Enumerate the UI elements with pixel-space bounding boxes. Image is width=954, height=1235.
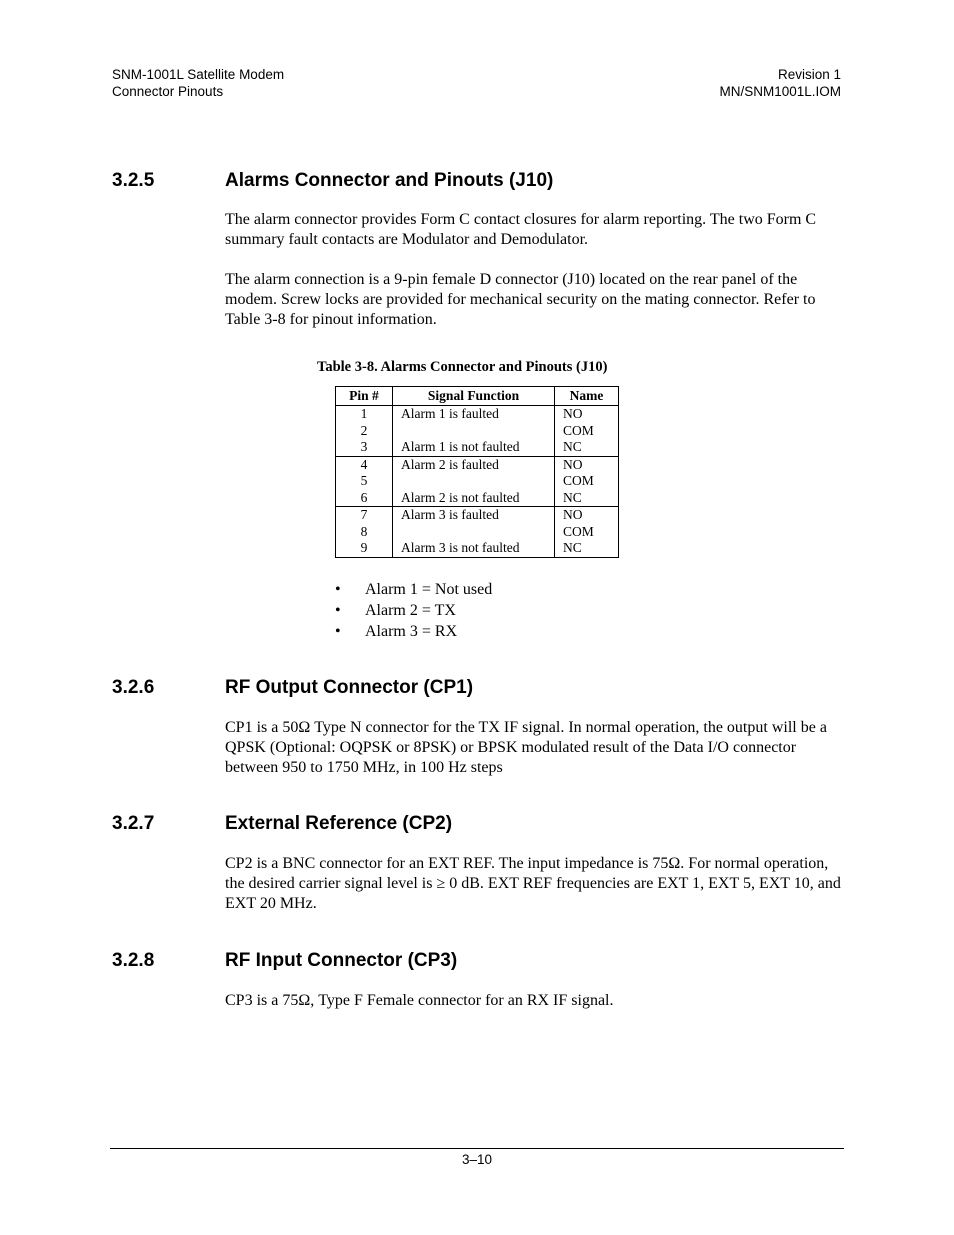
pin-number: 8 [360, 523, 368, 539]
column-header-pin: Pin # [336, 387, 393, 406]
table-row [336, 507, 619, 558]
table-header-row [336, 387, 619, 406]
pin-number: 9 [360, 540, 368, 555]
footer-rule [110, 1148, 844, 1149]
header-chapter-title: Connector Pinouts [112, 83, 224, 99]
contact-name: NO [563, 406, 583, 421]
pin-number: 6 [360, 489, 368, 505]
bullet-icon: • [335, 602, 341, 619]
table-row [336, 456, 619, 507]
list-item [335, 579, 492, 600]
signal-function-cell [393, 406, 555, 457]
signal-function-cell [393, 456, 555, 507]
header-revision: Revision 1 [777, 67, 841, 82]
signal-function: Alarm 3 is not faulted [401, 540, 520, 555]
section-title: RF Output Connector (CP1) [225, 677, 474, 698]
section-title: RF Input Connector (CP3) [225, 950, 458, 971]
alarm-assignment-list [335, 579, 492, 642]
pin-number: 4 [360, 456, 368, 472]
contact-name: NO [563, 456, 583, 472]
pin-number: 5 [360, 473, 368, 488]
table-caption: Table 3-8. Alarms Connector and Pinouts (J10) [317, 359, 608, 375]
contact-name: NC [563, 489, 582, 505]
alarms-pinout-table [335, 386, 619, 558]
list-item [335, 600, 492, 621]
name-cell [555, 406, 619, 457]
signal-function-cell [393, 507, 555, 558]
list-item [335, 621, 492, 642]
signal-function [401, 473, 554, 490]
signal-function: Alarm 2 is faulted [401, 456, 499, 472]
section-heading-3-2-7 [112, 813, 452, 835]
signal-function [401, 423, 554, 440]
bullet-icon: • [335, 623, 341, 640]
pin-number: 3 [360, 439, 368, 454]
name-cell [555, 507, 619, 558]
table-row [336, 406, 619, 457]
name-cell [555, 456, 619, 507]
column-header-signal-function: Signal Function [393, 387, 555, 406]
signal-function: Alarm 3 is faulted [401, 507, 499, 522]
pin-cell [336, 456, 393, 507]
section-title: Alarms Connector and Pinouts (J10) [225, 170, 554, 191]
pin-number: 1 [360, 406, 368, 421]
page-number: 3–10 [461, 1152, 493, 1167]
contact-name: NO [563, 507, 583, 522]
list-item-text: Alarm 2 = TX [365, 602, 456, 619]
section-number: 3.2.5 [112, 170, 155, 191]
page-header-right [719, 67, 841, 100]
contact-name: COM [563, 422, 594, 438]
section-3-2-5-paragraph-1: The alarm connector provides Form C contact closures for alarm reporting. The two Form C summary fault contacts are Modulator and Demodulator. [225, 211, 817, 248]
list-item-text: Alarm 3 = RX [365, 623, 458, 640]
page-header-left [112, 67, 284, 100]
section-number: 3.2.6 [112, 677, 155, 698]
section-heading-3-2-5 [112, 170, 553, 192]
contact-name: NC [563, 439, 582, 454]
section-3-2-5-paragraph-2: The alarm connection is a 9-pin female D connector (J10) located on the rear panel of the modem. Screw locks are provided for mechanical security on the mating connector. Refer to Table 3-8 for pinout information. [225, 271, 816, 328]
section-number: 3.2.8 [112, 950, 155, 971]
pin-cell [336, 406, 393, 457]
contact-name: COM [563, 523, 594, 539]
section-number: 3.2.7 [112, 813, 155, 834]
section-3-2-7-paragraph-1: CP2 is a BNC connector for an EXT REF. The input impedance is 75Ω. For normal operation, the desired carrier signal level is ≥ 0 dB. EXT REF frequencies are EXT 1, EXT 5, EXT 10, and EXT 20 MHz. [225, 855, 841, 912]
signal-function: Alarm 1 is not faulted [401, 439, 520, 454]
section-title: External Reference (CP2) [225, 813, 453, 834]
section-heading-3-2-8 [112, 950, 457, 972]
header-document-title: SNM-1001L Satellite Modem [112, 67, 285, 82]
pin-number: 7 [360, 507, 368, 522]
column-header-name: Name [555, 387, 619, 406]
pin-cell [336, 507, 393, 558]
signal-function: Alarm 1 is faulted [401, 406, 499, 421]
contact-name: COM [563, 473, 594, 488]
header-manual-id: MN/SNM1001L.IOM [719, 83, 841, 99]
signal-function: Alarm 2 is not faulted [401, 489, 520, 505]
bullet-icon: • [335, 581, 341, 598]
list-item-text: Alarm 1 = Not used [365, 581, 493, 598]
section-heading-3-2-6 [112, 677, 473, 699]
signal-function [401, 524, 554, 541]
contact-name: NC [563, 540, 582, 555]
pin-number: 2 [360, 422, 368, 438]
section-3-2-8-paragraph-1: CP3 is a 75Ω, Type F Female connector for an RX IF signal. [225, 992, 614, 1009]
section-3-2-6-paragraph-1: CP1 is a 50Ω Type N connector for the TX IF signal. In normal operation, the output will be a QPSK (Optional: OQPSK or 8PSK) or BPSK modulated result of the Data I/O connector between 950 to 1750 MHz, in 100 Hz steps [225, 719, 827, 776]
